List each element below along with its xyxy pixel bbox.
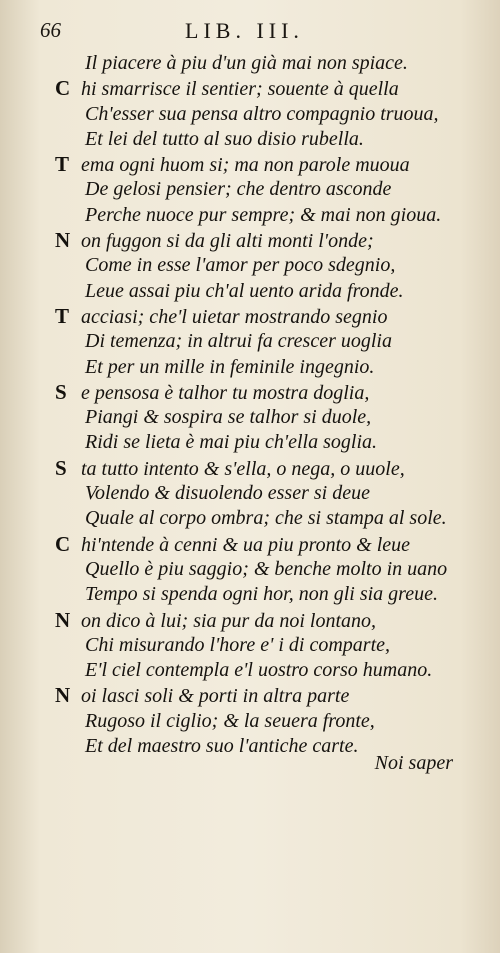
verse-text: oi lasci soli & porti in altra parte (81, 685, 350, 708)
verse-text: ta tutto intento & s'ella, o nega, o uuole, (81, 457, 405, 480)
stanza-initial: C (55, 531, 71, 556)
verse-line (55, 228, 462, 253)
verse-text: Et del maestro suo l'antiche carte. (85, 735, 359, 758)
stanza-initial: N (55, 228, 71, 253)
verse-text: Chi misurando l'hore e' i di comparte, (85, 633, 391, 656)
verse-line (55, 658, 462, 683)
verse-text: De gelosi pensier; che dentro asconde (85, 178, 392, 201)
verse-line (55, 557, 462, 582)
verse-text: ema ogni huom si; ma non parole muoua (81, 154, 410, 177)
catchword: Noi saper (374, 752, 453, 774)
verse-text: Quello è piu saggio; & benche molto in uano (85, 557, 448, 580)
verse-line (55, 355, 462, 380)
verse-text: Leue assai piu ch'al uento arida fronde. (85, 279, 404, 302)
stanza-initial: T (55, 303, 70, 328)
verse-line (55, 582, 462, 607)
stanza-initial: N (55, 607, 71, 632)
stanza-initial: C (55, 76, 71, 101)
verse-text: on fuggon si da gli alti monti l'onde; (81, 230, 374, 253)
verse-line (55, 253, 462, 278)
verse-text: Volendo & disuolendo esser si deue (85, 482, 370, 505)
verse-text: Come in esse l'amor per poco sdegnio, (85, 254, 396, 277)
verse-line (55, 709, 462, 734)
verse-line (55, 633, 462, 658)
verse-text: on dico à lui; sia pur da noi lontano, (81, 609, 376, 632)
verse-line (55, 152, 462, 177)
verse-text: Di temenza; in altrui fa crescer uoglia (85, 330, 392, 353)
verse-text: Quale al corpo ombra; che si stampa al sole. (85, 507, 447, 530)
verse-line (55, 456, 462, 481)
verse-line (55, 405, 462, 430)
verse-line (55, 683, 462, 708)
verse-line (55, 127, 462, 152)
stanza-initial: N (55, 683, 71, 708)
verse-text: Piangi & sospira se talhor si duole, (85, 406, 372, 429)
verse-line (55, 203, 462, 228)
verse-line (55, 304, 462, 329)
verse-line (55, 102, 462, 127)
verse-line (55, 481, 462, 506)
verse-line (55, 51, 462, 76)
stanza-initial: S (55, 455, 67, 480)
verse-line (55, 608, 462, 633)
verse-text: E'l ciel contempla e'l uostro corso humano. (85, 659, 433, 682)
verse-line (55, 177, 462, 202)
verse-text: Ridi se lieta è mai piu ch'ella soglia. (85, 431, 378, 454)
show-through-shadow (456, 40, 496, 800)
verse-line (55, 279, 462, 304)
verse-text: Tempo si spenda ogni hor, non gli sia greue. (85, 583, 438, 606)
page-number: 66 (40, 18, 61, 42)
verse-text: Et per un mille in feminile ingegnio. (85, 355, 375, 378)
verse-line (55, 329, 462, 354)
verse-text: e pensosa è talhor tu mostra doglia, (81, 381, 370, 404)
verse-line (55, 380, 462, 405)
stanza-initial: S (55, 379, 67, 404)
verse-line (55, 532, 462, 557)
verse-block (55, 51, 462, 759)
verse-text: Ch'esser sua pensa altro compagnio truoua, (85, 102, 439, 125)
verse-line (55, 506, 462, 531)
verse-text: Rugoso il ciglio; & la seuera fronte, (85, 709, 375, 732)
verse-line (55, 430, 462, 455)
verse-text: Perche nuoce pur sempre; & mai non gioua. (85, 203, 442, 226)
stanza-initial: T (55, 152, 70, 177)
page-header (40, 18, 460, 48)
verse-text: hi'ntende à cenni & ua piu pronto & leue (81, 533, 411, 556)
running-title: LIB. III. (185, 18, 304, 43)
verse-text: Il piacere à piu d'un già mai non spiace. (85, 52, 408, 74)
verse-text: hi smarrisce il sentier; souente à quella (81, 78, 399, 101)
verse-text: Et lei del tutto al suo disio rubella. (85, 127, 364, 150)
verse-line (55, 76, 462, 101)
verse-text: acciasi; che'l uietar mostrando segnio (81, 305, 388, 328)
